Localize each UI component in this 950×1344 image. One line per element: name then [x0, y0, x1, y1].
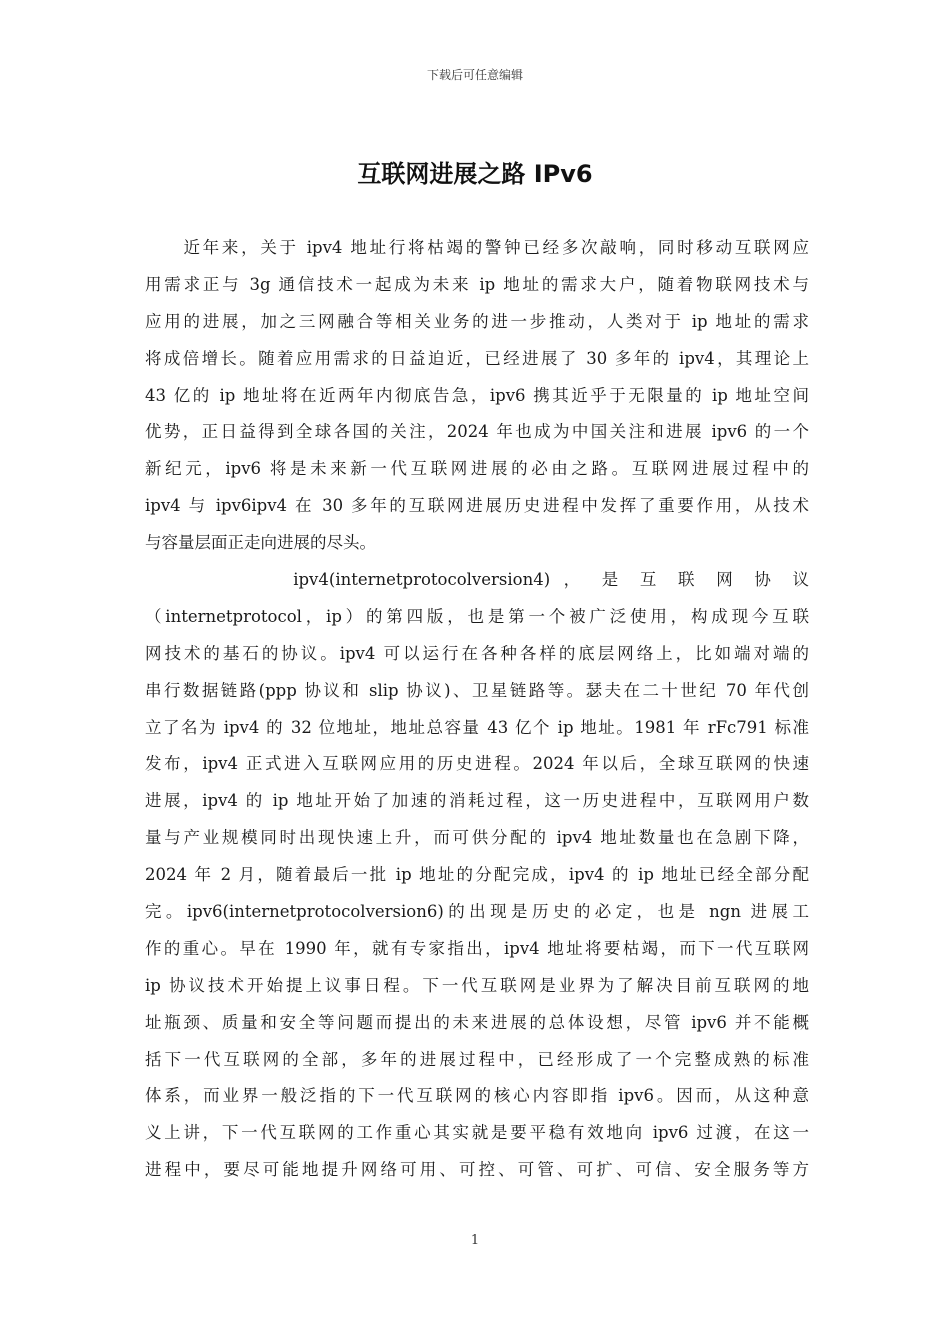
text-line: ip 协议技术开始提上议事日程。下一代互联网是业界为了解决目前互联网的地 — [145, 975, 809, 995]
text-line: 括下一代互联网的全部，多年的进展过程中，已经形成了一个完整成熟的标准 — [145, 1049, 809, 1069]
text-line: ipv4 与 ipv6ipv4 在 30 多年的互联网进展历史进程中发挥了重要作用，从技术 — [145, 496, 809, 516]
text-line: 43 亿的 ip 地址将在近两年内彻底告急，ipv6 携其近乎于无限量的 ip 地址空间 — [145, 385, 809, 405]
document-title: 互联网进展之路 IPv6 — [357, 160, 593, 188]
text-line: （internetprotocol，ip）的第四版，也是第一个被广泛使用，构成现今互联 — [145, 606, 809, 626]
text-line: 立了名为 ipv4 的 32 位地址，地址总容量 43 亿个 ip 地址。1981 年 rFc791 标准 — [145, 717, 809, 737]
text-line: ipv4(internetprotocolversion4) ， 是 互 联 网 协 议 — [145, 570, 809, 590]
text-line: 与容量层面正走向进展的尽头。 — [145, 533, 376, 553]
text-line: 义上讲，下一代互联网的工作重心其实就是要平稳有效地向 ipv6 过渡，在这一 — [145, 1123, 809, 1143]
text-line: 网技术的基石的协议。ipv4 可以运行在各种各样的底层网络上，比如端对端的 — [145, 643, 809, 663]
page-header: 下载后可任意编辑 — [426, 68, 523, 82]
text-line: 应用的进展，加之三网融合等相关业务的进一步推动，人类对于 ip 地址的需求 — [145, 311, 809, 331]
text-line: 用需求正与 3g 通信技术一起成为未来 ip 地址的需求大户，随着物联网技术与 — [145, 274, 809, 294]
text-line: 优势，正日益得到全球各国的关注，2024 年也成为中国关注和进展 ipv6 的一个 — [145, 422, 809, 442]
text-line: 新纪元，ipv6 将是未来新一代互联网进展的必由之路。互联网进展过程中的 — [145, 459, 809, 479]
text-line: 作的重心。早在 1990 年，就有专家指出，ipv4 地址将要枯竭，而下一代互联网 — [145, 938, 809, 958]
document-body — [145, 230, 809, 1189]
text-line: 将成倍增长。随着应用需求的日益迫近，已经进展了 30 多年的 ipv4，其理论上 — [145, 348, 809, 368]
text-line: 量与产业规模同时出现快速上升，而可供分配的 ipv4 地址数量也在急剧下降， — [145, 828, 809, 848]
text-line: 体系，而业界一般泛指的下一代互联网的核心内容即指 ipv6。因而，从这种意 — [145, 1086, 809, 1106]
text-line: 发布，ipv4 正式进入互联网应用的历史进程。2024 年以后，全球互联网的快速 — [145, 754, 809, 774]
page-number: 1 — [470, 1233, 480, 1248]
text-line: 进展，ipv4 的 ip 地址开始了加速的消耗过程，这一历史进程中，互联网用户数 — [145, 791, 809, 811]
text-line: 串行数据链路(ppp 协议和 slip 协议)、卫星链路等。瑟夫在二十世纪 70 年代创 — [145, 680, 809, 700]
text-line: 2024 年 2 月，随着最后一批 ip 地址的分配完成，ipv4 的 ip 地址已经全部分配 — [145, 865, 809, 885]
text-line: 址瓶颈、质量和安全等问题而提出的未来进展的总体设想，尽管 ipv6 并不能概 — [145, 1012, 809, 1032]
text-line: 进程中，要尽可能地提升网络可用、可控、可管、可扩、可信、安全服务等方 — [145, 1160, 809, 1180]
text-line: 近年来，关于 ipv4 地址行将枯竭的警钟已经多次敲响，同时移动互联网应 — [145, 238, 809, 257]
text-line: 完。ipv6(internetprotocolversion6)的出现是历史的必定，也是 ngn 进展工 — [145, 902, 809, 922]
